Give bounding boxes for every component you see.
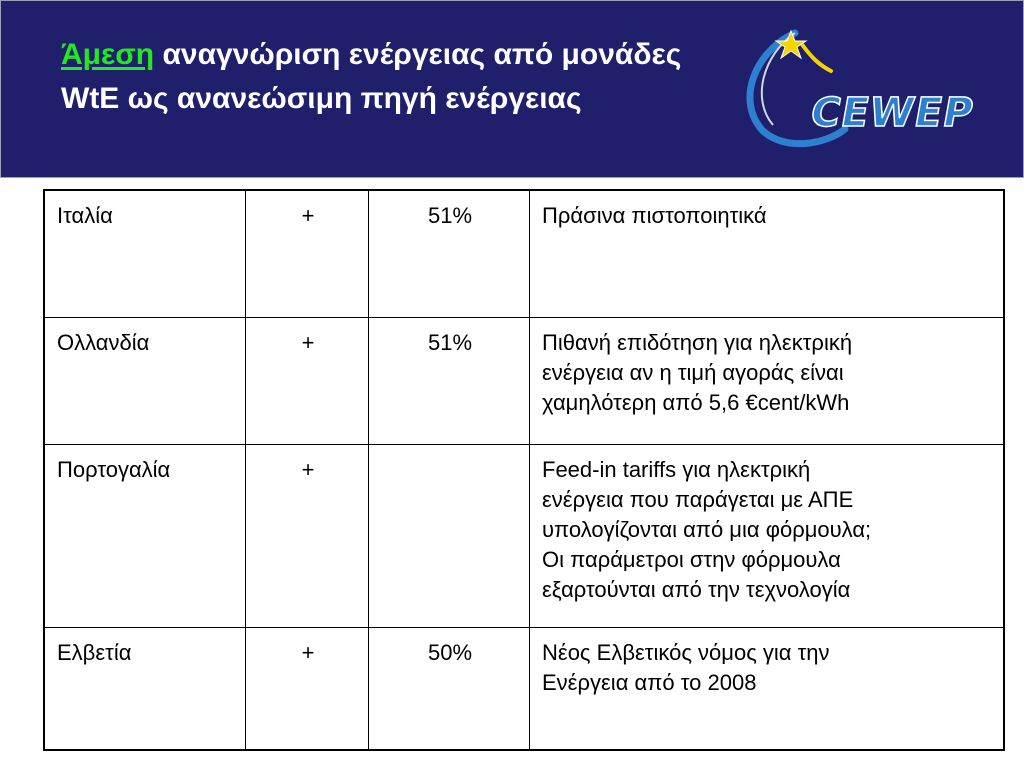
percent-cell: 51% <box>369 318 530 445</box>
title-accent: Άμεση <box>61 38 155 71</box>
countries-table <box>43 189 1005 751</box>
sign-cell: + <box>246 445 369 628</box>
sign-cell: + <box>246 318 369 445</box>
note-cell <box>530 318 1005 445</box>
country-cell: Ελβετία <box>44 628 246 751</box>
table-row <box>44 190 1004 318</box>
table-row <box>44 318 1004 445</box>
note-cell <box>530 190 1005 318</box>
note-line: Νέος Ελβετικός νόμος για την <box>542 640 830 665</box>
country-cell: Ιταλία <box>44 190 246 318</box>
table-row <box>44 628 1004 751</box>
percent-cell: 50% <box>369 628 530 751</box>
note-line: Πιθανή επιδότηση για ηλεκτρική <box>542 330 853 355</box>
sign-cell: + <box>246 628 369 751</box>
note-line: χαμηλότερη από 5,6 €cent/kWh <box>542 390 850 415</box>
slide-title <box>61 33 721 121</box>
note-line: εξαρτούνται από την τεχνολογία <box>542 577 851 602</box>
note-line: Πράσινα πιστοποιητικά <box>542 203 767 228</box>
note-cell <box>530 628 1005 751</box>
note-line: Οι παράμετροι στην φόρμουλα <box>542 547 841 572</box>
note-line: ενέργεια αν η τιμή αγοράς είναι <box>542 360 844 385</box>
country-cell: Ολλανδία <box>44 318 246 445</box>
country-cell: Πορτογαλία <box>44 445 246 628</box>
table-row <box>44 445 1004 628</box>
percent-cell <box>369 445 530 628</box>
logo-text: CEWEP <box>806 90 978 136</box>
slide-header <box>0 0 1024 178</box>
percent-cell: 51% <box>369 190 530 318</box>
sign-cell: + <box>246 190 369 318</box>
note-line: ενέργεια που παράγεται με ΑΠΕ <box>542 487 854 512</box>
note-line: υπολογίζονται από μια φόρμουλα; <box>542 517 872 542</box>
title-rest: αναγνώριση ενέργειας από μονάδες WtE ως ανανεώσιμη πηγή ενέργειας <box>61 38 682 115</box>
note-line: Feed-in tariffs για ηλεκτρική <box>542 457 811 482</box>
note-cell <box>530 445 1005 628</box>
note-line: Ενέργεια από το 2008 <box>542 670 757 695</box>
